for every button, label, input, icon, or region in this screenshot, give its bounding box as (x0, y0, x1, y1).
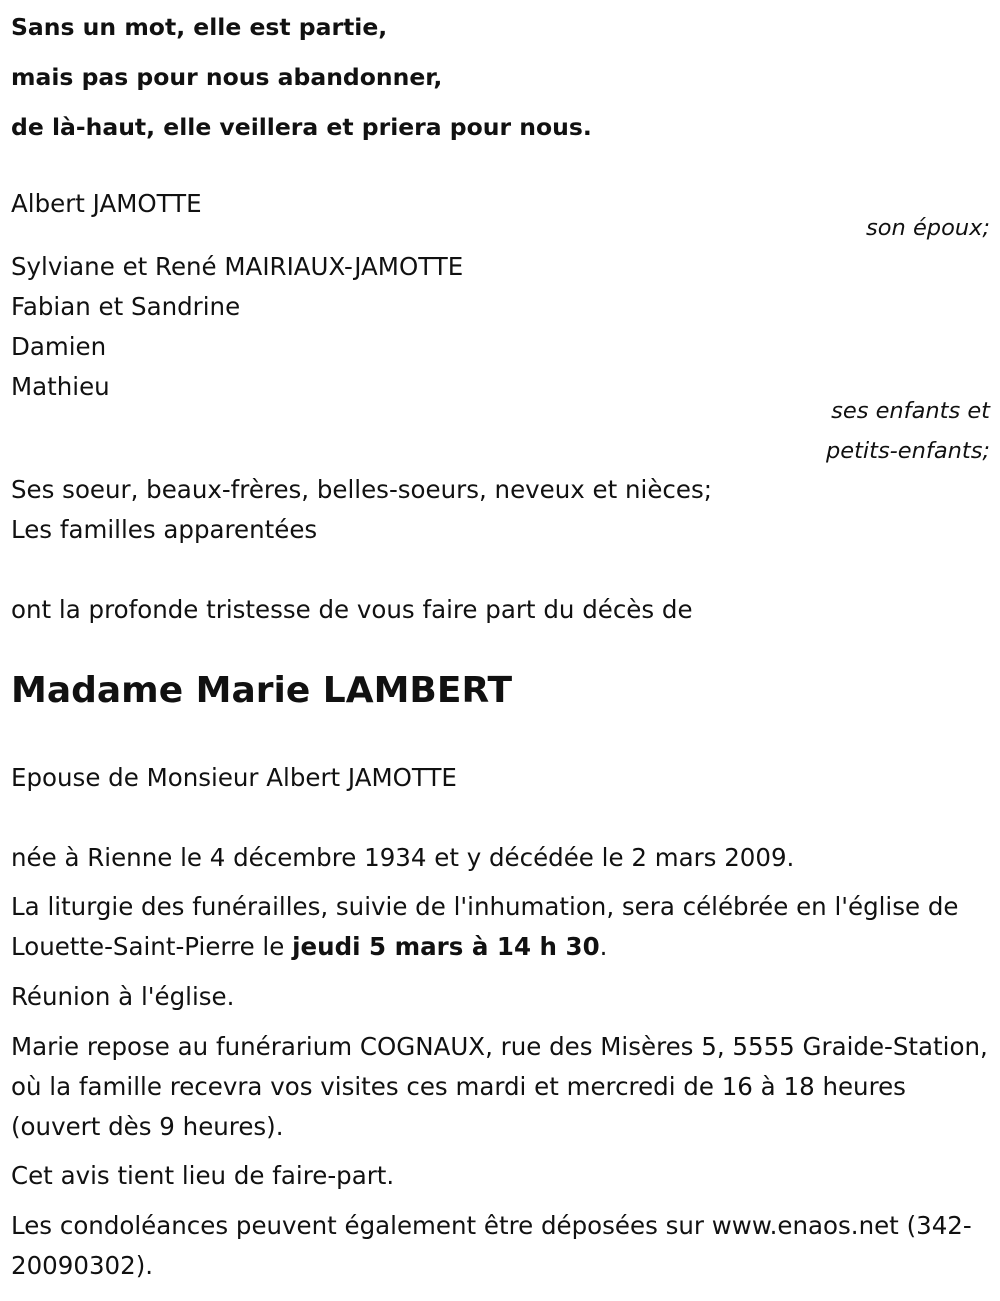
liturgy-prefix: La liturgie des funérailles, suivie de l'inhumation, sera célébrée en l'église de Louette-Saint-Pierre le (11, 892, 959, 961)
notice: Cet avis tient lieu de faire-part. (11, 1161, 395, 1190)
children-role-line-1: ses enfants et (831, 398, 990, 424)
birth-death: née à Rienne le 4 décembre 1934 et y décédée le 2 mars 2009. (11, 843, 795, 872)
poem-line-2: mais pas pour nous abandonner, (11, 63, 443, 91)
children-role-line-2: petits-enfants; (825, 438, 990, 464)
poem-line-1: Sans un mot, elle est partie, (11, 13, 388, 41)
spouse-role: son époux; (866, 215, 990, 241)
child-line-4: Mathieu (11, 372, 110, 401)
spouse-line: Epouse de Monsieur Albert JAMOTTE (11, 763, 457, 792)
liturgy-suffix: . (599, 932, 608, 961)
child-line-3: Damien (11, 332, 107, 361)
announcement: ont la profonde tristesse de vous faire part du décès de (11, 595, 693, 624)
deceased-name: Madame Marie LAMBERT (11, 670, 513, 711)
liturgy-paragraph (11, 887, 991, 967)
reunion: Réunion à l'église. (11, 982, 235, 1011)
liturgy-date: jeudi 5 mars à 14 h 30 (292, 932, 600, 961)
poem-line-3: de là-haut, elle veillera et priera pour nous. (11, 113, 592, 141)
condolences: Les condoléances peuvent également être déposées sur www.enaos.net (342-20090302). (11, 1211, 972, 1280)
funerarium: Marie repose au funérarium COGNAUX, rue des Misères 5, 5555 Graide-Station, où la famille recevra vos visites ces mardi et mercredi de 16 à 18 heures (ouvert dès 9 heures). (11, 1032, 988, 1141)
relatives-line-2: Les familles apparentées (11, 515, 318, 544)
relatives-line-1: Ses soeur, beaux-frères, belles-soeurs, neveux et nièces; (11, 475, 712, 504)
child-line-1: Sylviane et René MAIRIAUX-JAMOTTE (11, 252, 464, 281)
spouse-name: Albert JAMOTTE (11, 189, 202, 218)
child-line-2: Fabian et Sandrine (11, 292, 241, 321)
